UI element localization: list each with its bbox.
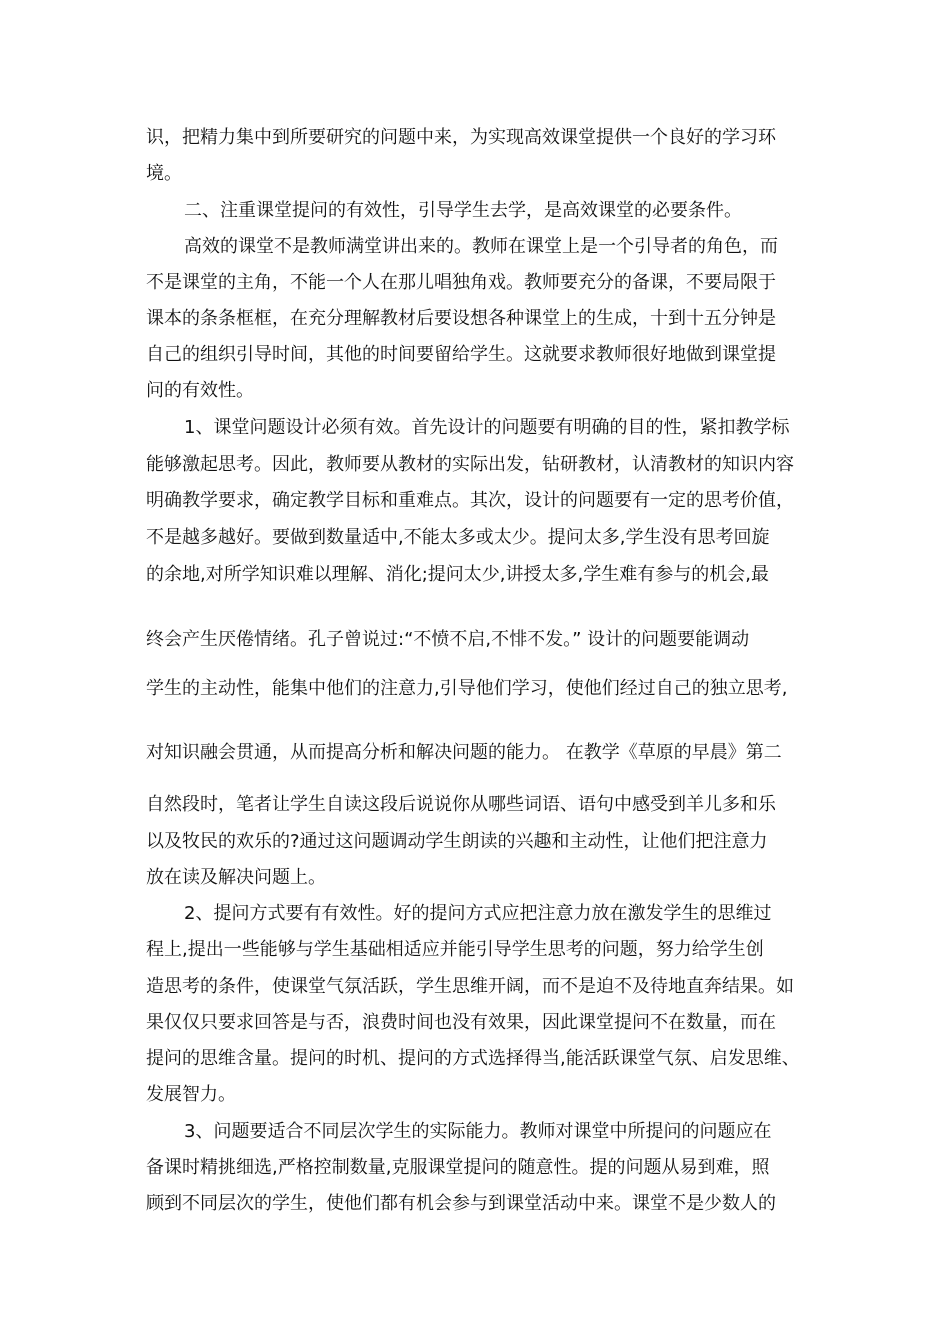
text-line: 提问的思维含量。提问的时机、提问的方式选择得当,能活跃课堂气氛、启发思维、 <box>146 1048 800 1069</box>
text-line: 对知识融会贯通，从而提高分析和解决问题的能力。 在教学《草原的早晨》第二 <box>146 742 782 763</box>
text-line: 顾到不同层次的学生，使他们都有机会参与到课堂活动中来。课堂不是少数人的 <box>146 1193 776 1214</box>
text-line: 程上,提出一些能够与学生基础相适应并能引导学生思考的问题，努力给学生创 <box>146 939 764 960</box>
text-line: 的余地,对所学知识难以理解、消化;提问太少,讲授太多,学生难有参与的机会,最 <box>146 564 769 585</box>
text-line: 识，把精力集中到所要研究的问题中来，为实现高效课堂提供一个良好的学习环 <box>146 127 776 148</box>
text-line: 学生的主动性，能集中他们的注意力,引导他们学习，使他们经过自己的独立思考, <box>146 678 788 699</box>
text-line: 境。 <box>146 163 182 184</box>
text-line: 自然段时，笔者让学生自读这段后说说你从哪些词语、语句中感受到羊儿多和乐 <box>146 794 776 815</box>
text-line: 不是课堂的主角，不能一个人在那儿唱独角戏。教师要充分的备课，不要局限于 <box>146 272 776 293</box>
text-line: 自己的组织引导时间，其他的时间要留给学生。这就要求教师很好地做到课堂提 <box>146 344 776 365</box>
text-line: 备课时精挑细选,严格控制数量,克服课堂提问的随意性。提的问题从易到难，照 <box>146 1157 770 1178</box>
text-line: 发展智力。 <box>146 1084 236 1105</box>
text-line: 2、提问方式要有有效性。好的提问方式应把注意力放在激发学生的思维过 <box>184 903 772 924</box>
text-line: 问的有效性。 <box>146 380 254 401</box>
text-line: 课本的条条框框，在充分理解教材后要设想各种课堂上的生成，十到十五分钟是 <box>146 308 776 329</box>
text-line: 造思考的条件，使课堂气氛活跃，学生思维开阔，而不是迫不及待地直奔结果。如 <box>146 976 794 997</box>
text-line: 不是越多越好。要做到数量适中,不能太多或太少。提问太多,学生没有思考回旋 <box>146 527 770 548</box>
text-line: 1、课堂问题设计必须有效。首先设计的问题要有明确的目的性，紧扣教学标 <box>184 417 790 438</box>
text-line: 终会产生厌倦情绪。孔子曾说过:“不愤不启,不悱不发。” 设计的问题要能调动 <box>146 629 750 650</box>
text-line: 放在读及解决问题上。 <box>146 867 326 888</box>
section-heading: 二、注重课堂提问的有效性，引导学生去学，是高效课堂的必要条件。 <box>184 200 742 221</box>
text-line: 以及牧民的欢乐的?通过这问题调动学生朗读的兴趣和主动性，让他们把注意力 <box>146 831 768 852</box>
text-line: 3、问题要适合不同层次学生的实际能力。教师对课堂中所提问的问题应在 <box>184 1121 772 1142</box>
text-line: 明确教学要求，确定教学目标和重难点。其次，设计的问题要有一定的思考价值， <box>146 490 794 511</box>
text-line: 能够激起思考。因此，教师要从教材的实际出发，钻研教材，认清教材的知识内容 <box>146 454 794 475</box>
text-line: 果仅仅只要求回答是与否，浪费时间也没有效果，因此课堂提问不在数量，而在 <box>146 1012 776 1033</box>
text-line: 高效的课堂不是教师满堂讲出来的。教师在课堂上是一个引导者的角色，而 <box>184 236 778 257</box>
